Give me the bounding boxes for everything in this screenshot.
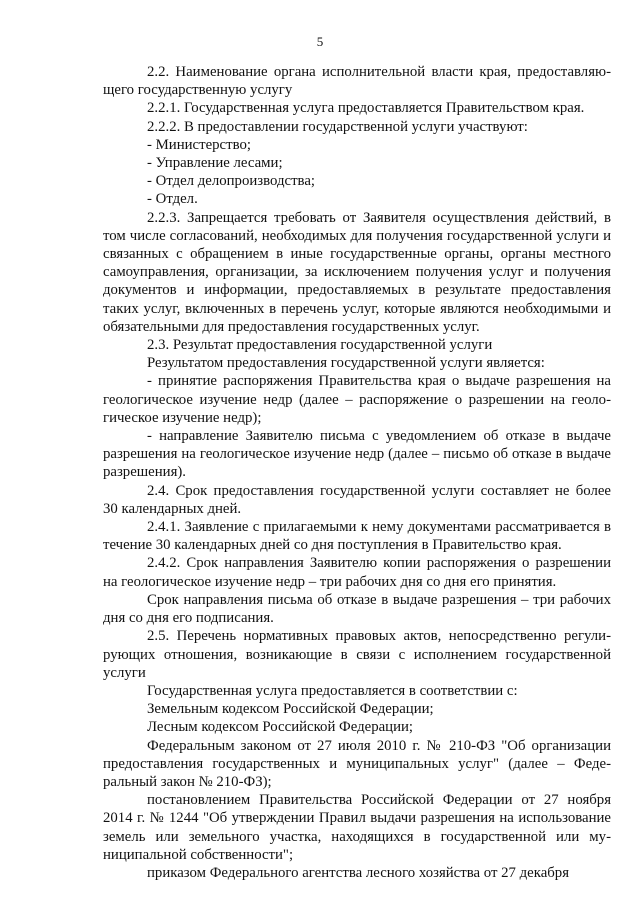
paragraph-2-2-3: 2.2.3. Запрещается требовать от Заявителя осуществления действий, в том числе согласований, необходимых для получения государственной услуги и связанных с обращением в иные государственные органы, органы местного самоуправления, организации, за исключением получения услуг и получения документов и информации, предоставляемых в результате предоставления таких услуг, включенных в перечень услуг, которые являются необходимыми и обязательными для предоставления государственных услуг. [103, 209, 611, 335]
list-item-ministry: - Министерство; [147, 136, 251, 153]
result-item-order: - принятие распоряжения Правительства края о выдаче разрешения на геологическое изучение недр (далее – распоряжение о разрешении на геологическое изучение недр); [103, 373, 611, 426]
list-item-forest-department: - Управление лесами; [147, 155, 283, 172]
paragraph-2-4: 2.4. Срок предоставления государственной услуги составляет не более 30 календарных дней. [103, 482, 611, 517]
paragraph-2-2-2: 2.2.2. В предоставлении государственной услуги участвуют: [147, 118, 528, 135]
paragraph-2-4-2: 2.4.2. Срок направления Заявителю копии распоряжения о разрешении на геологическое изучение недр – три рабочих дня со дня его принятия. [103, 555, 611, 590]
legal-act-forest-code: Лесным кодексом Российской Федерации; [147, 719, 414, 736]
paragraph-2-3-heading: 2.3. Результат предоставления государственной услуги [147, 337, 493, 354]
legal-act-land-code: Земельным кодексом Российской Федерации; [147, 701, 434, 718]
paragraph-refusal-deadline: Срок направления письма об отказе в выдаче разрешения – три рабочих дня со дня его подписания. [103, 591, 611, 627]
list-item-records-office: - Отдел делопроизводства; [147, 173, 316, 190]
legal-act-federal-law-210: Федеральным законом от 27 июля 2010 г. № 210-ФЗ "Об организации предоставления государственных и муниципальных услуг" (далее – Федеральный закон № 210-ФЗ); [103, 737, 611, 790]
paragraph-2-5-intro: Государственная услуга предоставляется в соответствии с: [147, 682, 518, 699]
paragraph-2-2-1: 2.2.1. Государственная услуга предоставляется Правительством края. [147, 100, 585, 117]
document-body [103, 63, 611, 882]
legal-act-forestry-agency-order: приказом Федерального агентства лесного хозяйства от 27 декабря [147, 864, 569, 881]
paragraph-2-5: 2.5. Перечень нормативных правовых актов, непосредственно регулирующих отношения, возникающие в связи с исполнением государственной услуги [103, 628, 611, 681]
result-item-refusal-letter: - направление Заявителю письма с уведомлением об отказе в выдаче разрешения на геологическое изучение недр (далее – письмо об отказе в выдаче разрешения). [103, 428, 611, 481]
list-item-department: - Отдел. [147, 191, 198, 208]
legal-act-government-decree-1244: постановлением Правительства Российской Федерации от 27 ноября 2014 г. № 1244 "Об утверждении Правил выдачи разрешения на использование земель или земельного участка, находящихся в государственной или муниципальной собственности"; [103, 792, 611, 863]
paragraph-2-3-intro: Результатом предоставления государственной услуги является: [147, 355, 545, 372]
paragraph-2-4-1: 2.4.1. Заявление с прилагаемыми к нему документами рассматривается в течение 30 календарных дней со дня поступления в Правительство края. [103, 519, 611, 554]
paragraph-2-2: 2.2. Наименование органа исполнительной власти края, предоставляющего государственную услугу [103, 64, 611, 99]
page-number: 5 [316, 34, 324, 49]
